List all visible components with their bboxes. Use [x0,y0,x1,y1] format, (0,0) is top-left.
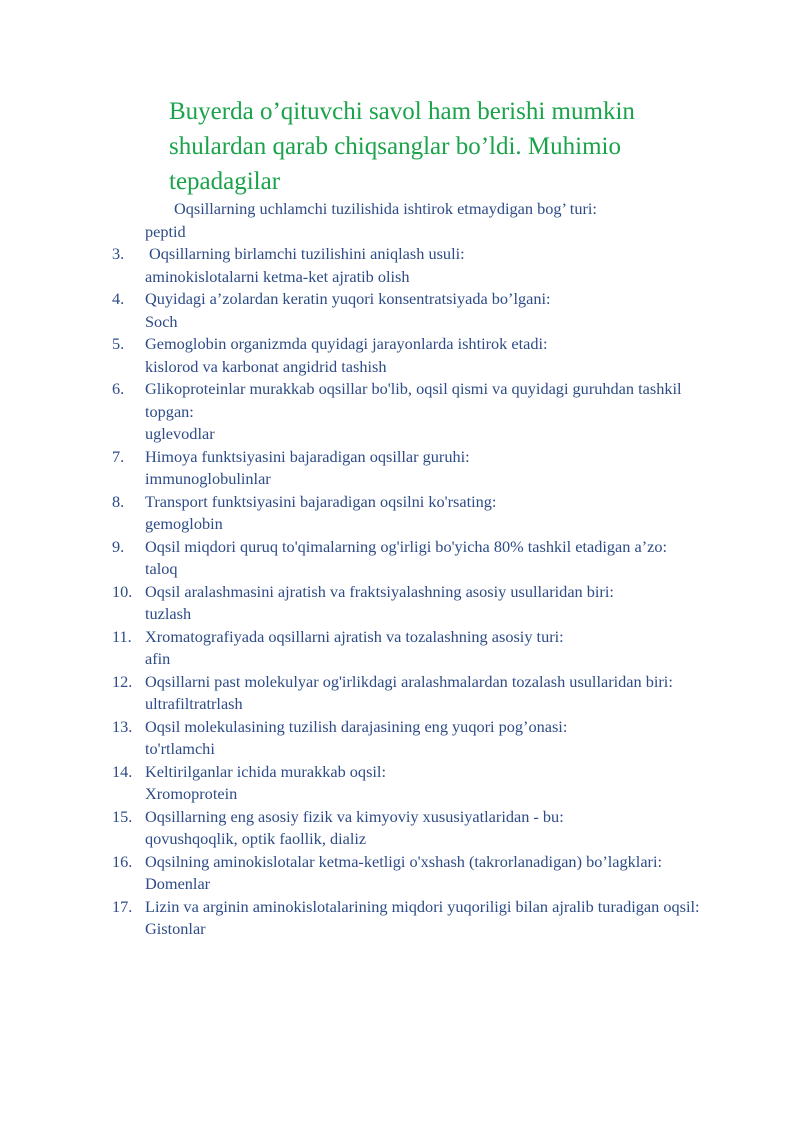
question-item [112,378,732,446]
question-answer: Soch [145,311,178,331]
question-item [112,446,732,491]
question-item [112,671,732,716]
question-answer: afin [145,649,171,668]
question-answer: gemoglobin [145,514,223,533]
question-number: 4. [112,289,125,308]
question-answer: peptid [145,221,186,241]
question-number: 12. [112,671,133,691]
question-text: Lizin va arginin aminokislotalarining miqdori yuqoriligi bilan ajralib turadigan oqsil: [145,896,700,916]
question-item [112,491,732,536]
question-number: 8. [112,491,125,511]
question-item [112,288,732,333]
question-answer: taloq [145,559,178,578]
question-number: 9. [112,536,125,556]
question-number: 11. [112,626,132,646]
question-text: Oqsil aralashmasini ajratish va fraktsiyalashning asosiy usullaridan biri: [145,581,614,601]
question-text: Oqsillarning uchlamchi tuzilishida ishtirok etmaydigan bog’ turi: [174,199,597,218]
question-answer: aminokislotalarni ketma-ket ajratib olish [145,266,410,286]
question-item [112,626,732,671]
question-number: 15. [112,806,133,826]
question-number: 5. [112,334,125,353]
question-answer: uglevodlar [145,424,215,443]
question-item [112,761,732,806]
question-answer: ultrafiltratrlash [145,694,243,713]
question-text: Oqsillarning eng asosiy fizik va kimyoviy xususiyatlaridan - bu: [145,806,564,826]
question-text: Oqsilning aminokislotalar ketma-ketligi o'xshash (takrorlanadigan) bo’lagklari: [145,851,663,871]
question-answer: kislorod va karbonat angidrid tashish [145,356,387,376]
question-list [112,198,732,941]
question-item [112,198,732,243]
question-number: 17. [112,896,133,916]
question-text: Oqsil molekulasining tuzilish darajasining eng yuqori pog’onasi: [145,716,568,736]
question-text: Transport funktsiyasini bajaradigan oqsilni ko'rsating: [145,491,497,511]
page-heading: Buyerda o’qituvchi savol ham berishi mumkin shulardan qarab chiqsanglar bo’ldi. Muhimio tepadagilar [169,98,635,195]
question-answer: immunoglobulinlar [145,469,271,488]
question-answer: to'rtlamchi [145,739,215,758]
question-item [112,806,732,851]
question-text: Oqsillarni past molekulyar og'irlikdagi aralashmalardan tozalash usullaridan biri: [145,671,673,691]
question-number: 14. [112,761,133,781]
question-text: Glikoproteinlar murakkab oqsillar bo'lib, oqsil qismi va quyidagi guruhdan tashkil topgan: [145,379,682,421]
question-text: Oqsillarning birlamchi tuzilishini aniqlash usuli: [149,244,465,263]
question-item [112,716,732,761]
question-number: 7. [112,446,125,466]
question-text: Himoya funktsiyasini bajaradigan oqsillar guruhi: [145,446,470,466]
question-item [112,851,732,896]
question-text: Quyidagi a’zolardan keratin yuqori konsentratsiyada bo’lgani: [145,289,551,308]
question-number: 13. [112,716,133,736]
question-answer: Domenlar [145,874,211,893]
question-number: 10. [112,581,133,601]
question-item [112,243,732,288]
question-text: Xromatografiyada oqsillarni ajratish va tozalashning asosiy turi: [145,626,564,646]
question-number: 16. [112,851,133,871]
question-item [112,333,732,378]
question-number: 6. [112,379,125,398]
question-item [112,581,732,626]
question-item [112,536,732,581]
question-item [112,896,732,941]
question-text: Keltirilganlar ichida murakkab oqsil: [145,761,386,781]
question-text: Oqsil miqdori quruq to'qimalarning og'irligi bo'yicha 80% tashkil etadigan a’zo: [145,536,668,556]
question-answer: qovushqoqlik, optik faollik, dializ [145,829,367,848]
question-answer: Gistonlar [145,919,206,938]
question-text: Gemoglobin organizmda quyidagi jarayonlarda ishtirok etadi: [145,334,548,353]
question-answer: Xromoprotein [145,784,238,803]
question-answer: tuzlash [145,604,192,623]
question-number: 3. [112,244,125,263]
